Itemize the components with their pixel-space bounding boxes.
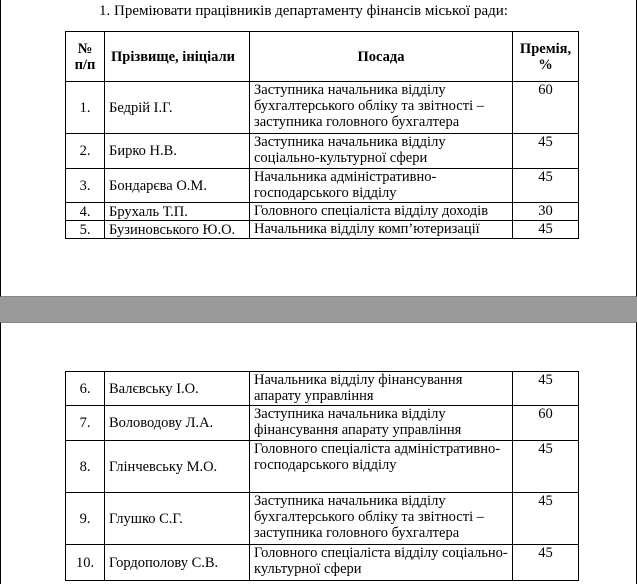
row-num: 7.: [66, 406, 105, 441]
row-name: Бондарєва О.М.: [105, 169, 250, 203]
row-bonus: 45: [513, 372, 579, 406]
row-bonus: 45: [513, 493, 579, 545]
row-position: Заступника начальника відділу фінансування апарату управління: [250, 406, 513, 441]
row-position: Начальника відділу фінансування апарату управління: [250, 372, 513, 406]
page-separator: [0, 297, 637, 322]
row-name: Валєвську І.О.: [105, 372, 250, 406]
row-name: Воловодову Л.А.: [105, 406, 250, 441]
table-row: [66, 221, 579, 239]
row-num: 9.: [66, 493, 105, 545]
bonus-table-part-2: [65, 371, 579, 581]
header-position: Посада: [250, 32, 513, 82]
row-num: 3.: [66, 169, 105, 203]
header-bonus: Премія, %: [513, 32, 579, 82]
header-num: № п/п: [66, 32, 105, 82]
row-name: Бедрій І.Г.: [105, 82, 250, 134]
intro-paragraph: 1. Преміювати працівників департаменту фінансів міської ради:: [99, 3, 508, 19]
row-position: Заступника начальника відділу бухгалтерського обліку та звітності – заступника головного бухгалтера: [250, 82, 513, 134]
document-page-2: [0, 322, 637, 584]
header-name: Прізвище, ініціали: [105, 32, 250, 82]
row-num: 8.: [66, 441, 105, 493]
table-row: [66, 372, 579, 406]
row-position: Начальника відділу комп’ютеризації: [250, 221, 513, 239]
row-name: Глінчевську М.О.: [105, 441, 250, 493]
table-header-row: [66, 32, 579, 82]
row-position: Начальника адміністративно-господарського відділу: [250, 169, 513, 203]
row-name: Гордополову С.В.: [105, 545, 250, 581]
table-row: [66, 441, 579, 493]
row-num: 6.: [66, 372, 105, 406]
row-bonus: 30: [513, 203, 579, 221]
table-row: [66, 134, 579, 169]
row-bonus: 45: [513, 441, 579, 493]
row-num: 4.: [66, 203, 105, 221]
table-row: [66, 169, 579, 203]
row-num: 2.: [66, 134, 105, 169]
row-name: Бузиновського Ю.О.: [105, 221, 250, 239]
row-bonus: 60: [513, 82, 579, 134]
row-position: Заступника начальника відділу бухгалтерського обліку та звітності – заступника головного бухгалтера: [250, 493, 513, 545]
table-row: [66, 493, 579, 545]
row-name: Бирко Н.В.: [105, 134, 250, 169]
row-position: Головного спеціаліста адміністративно-господарського відділу: [250, 441, 513, 493]
row-position: Головного спеціаліста відділу соціально-культурної сфери: [250, 545, 513, 581]
row-bonus: 45: [513, 545, 579, 581]
row-bonus: 60: [513, 406, 579, 441]
table-row: [66, 82, 579, 134]
row-name: Брухаль Т.П.: [105, 203, 250, 221]
row-position: Заступника начальника відділу соціально-культурної сфери: [250, 134, 513, 169]
table-row: [66, 203, 579, 221]
row-position: Головного спеціаліста відділу доходів: [250, 203, 513, 221]
bonus-table-part-1: [65, 31, 579, 239]
row-bonus: 45: [513, 169, 579, 203]
row-num: 5.: [66, 221, 105, 239]
row-bonus: 45: [513, 134, 579, 169]
row-num: 10.: [66, 545, 105, 581]
row-bonus: 45: [513, 221, 579, 239]
row-num: 1.: [66, 82, 105, 134]
table-row: [66, 545, 579, 581]
table-row: [66, 406, 579, 441]
row-name: Глушко С.Г.: [105, 493, 250, 545]
